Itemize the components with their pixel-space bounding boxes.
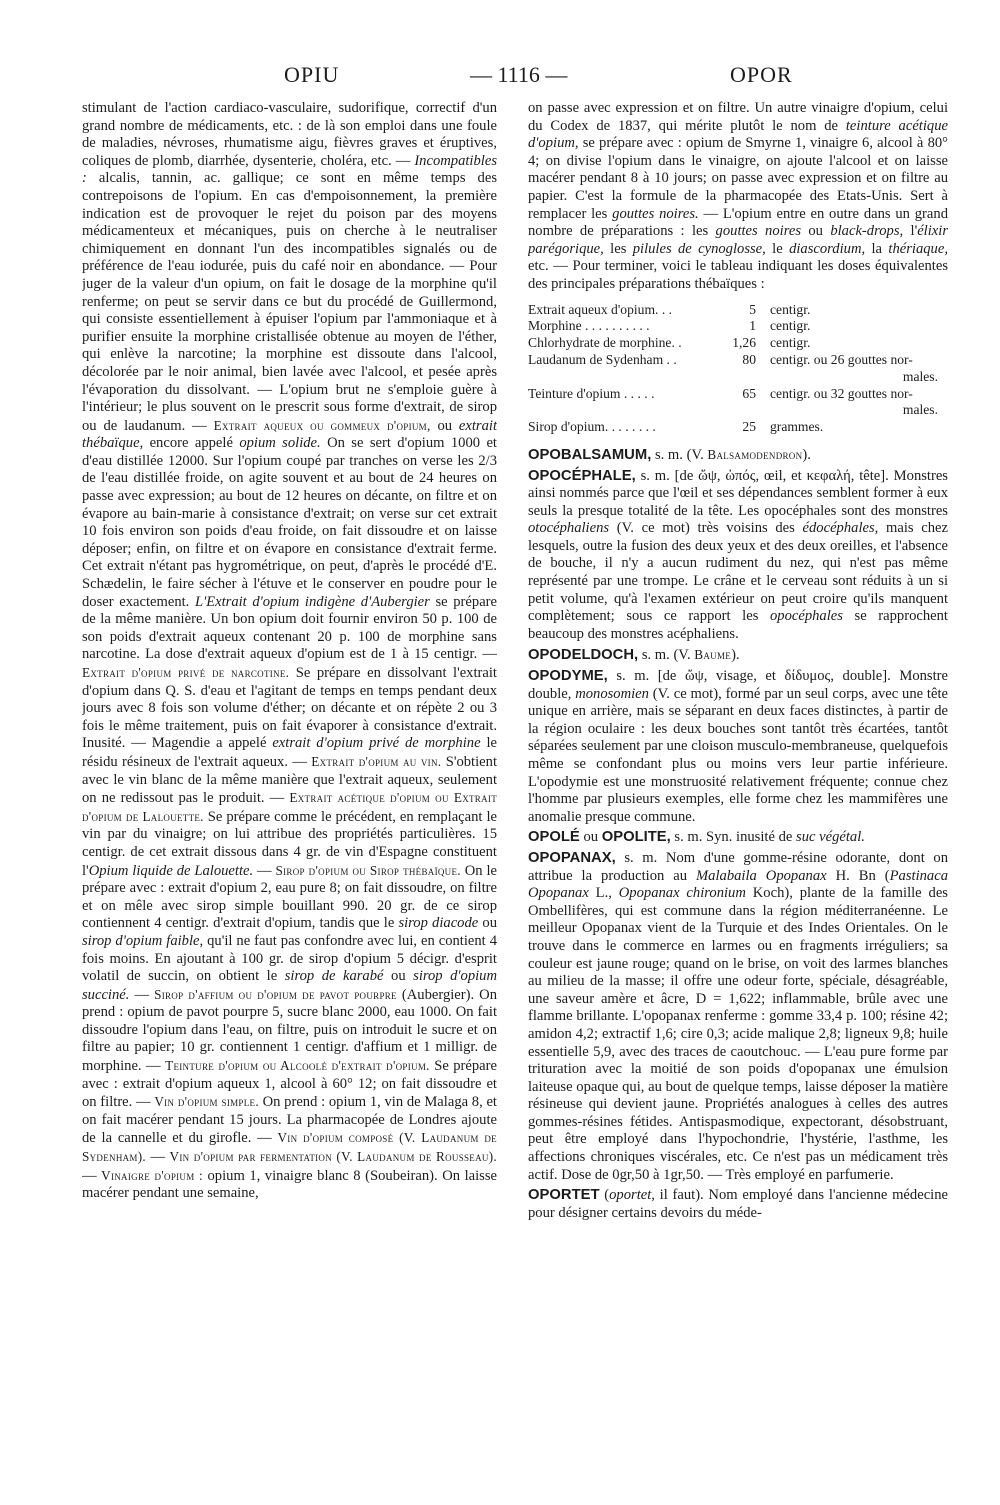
text-run: Koch), plante de la famille des Ombellifères, qui est commune dans la région méditerranéenne. Le meilleur Opopanax vient de la Turquie et des Indes Orientales. On le trouve dans le commerce en larmes ou en fragments irréguliers; sa couleur est jaune rouge; quand on le brise, on voit des larmes blanches au milieu de la masse; il offre une odeur forte, spéciale, désagréable, une saveur amère et âcre, D = 1,622; inflammable, brûle avec une flamme brillante. L'opopanax renferme : gomme 33,4 p. 100; résine 42; amidon 4,2; extractif 1,6; cire 0,3; acide malique 2,8; ligneux 9,8; huile essentielle 5,9, avec des traces de caoutchouc. — L'eau pure forme par trituration avec la moitié de son poids d'opopanax une émulsion laiteuse opaque qui, au bout de quelque temps, laisse déposer la matière résineuse qui devient jaune. Propriétés analogues à celles des autres gommes-résines fétides. Antispasmodique, expectorant, désobstruant, peut être employé dans l'hypochondrie, l'hystérie, l'asthme, les affections chroniques viscérales, etc. Ce n'est pas un médicament très actif. Dose de 0gr,50 à 1gr,50. — Très employé en parfumerie.: [528, 885, 948, 1183]
text-run: le: [765, 240, 790, 257]
text-run: alcalis, tannin, ac. gallique; ce sont en même temps des contrepoisons de l'opium. En cas d'empoisonnement, la première indication est de provoquer le rejet du poison par des moyens médicamenteux et mécaniques, puis on cherche à le neutraliser chimiquement en donnant l'un des incompatibles signalés ou de préférence de l'eau iodurée, puis du café noir en abondance. — Pour juger de la valeur d'un opium, on fait le dosage de la morphine qu'il renferme; on peut se servir dans ce but du procédé de Guillermond, qui consiste essentiellement à épuiser l'opium par l'ammoniaque et à purifier ensuite la morphine cristallisée obtenue au moyen de l'éther, qui enlève la narcotine; la morphine est dissoute dans l'alcool, décolorée par le noir animal, bien lavée avec l'alcool, et pesée après l'évaporation du dissolvant. — L'opium brut ne s'emploie guère à l'intérieur; le plus souvent on le prescrit sous forme d'extrait, de sirop ou de laudanum. —: [82, 170, 497, 434]
italic-term: pilules de cynoglosse,: [632, 240, 766, 257]
italic-term: thériaque,: [888, 240, 948, 257]
text-run: s. m. (V.: [651, 446, 708, 463]
italic-term: opium solide.: [239, 435, 321, 452]
text-run: ou: [478, 915, 497, 932]
unit-continuation: males.: [902, 402, 938, 418]
table-cell-name: Sirop d'opium. . . . . . . .: [528, 419, 656, 435]
text-run: —: [253, 862, 276, 879]
small-caps-term: Vin d'opium simple.: [154, 1094, 259, 1110]
text-run: se prépare avec : opium de Smyrne 1, vinaigre 6, alcool à 80° 4; on divise l'opium dans le vinaigre, on ajoute l'alcool et on laisse macérer pendant 8 à 10 jours; on passe avec expression et on filtre au papier. C'est la formule de la pharmacopée des Etats-Unis. Sert à remplacer les: [528, 135, 948, 222]
opium-continuation-paragraph: [82, 100, 497, 1203]
entry-opocephale: [528, 468, 948, 644]
text-run: On se sert d'opium 1000 et d'eau distillée 12000. Sur l'opium coupé par tranches on verse les 2/3 de l'eau distillée froide, on agite souvent et au bout de 24 heures on passe avec expression; au bout de 12 heures on décante, on filtre et on évapore au bain-marie à consistance d'extrait; on verse sur cet extrait 10 fois environ son poids d'eau froide, on fait dissoudre et on laisse déposer; enfin, on filtre et on évapore en consistance d'extrait ferme. Cet extrait n'étant pas hygrométrique, on peut, d'après le procédé d'E. Schædelin, le faire sécher à l'étuve et le conserver en poudre pour le doser exactement.: [82, 435, 497, 610]
table-cell-name: Teinture d'opium . . . . .: [528, 385, 655, 401]
text-run: ou: [801, 223, 831, 240]
table-cell-unit: centigr.: [770, 335, 811, 351]
italic-term: sirop d'opium succiné.: [82, 968, 497, 1003]
italic-term: sirop d'opium faible,: [82, 932, 204, 949]
italic-term: extrait d'opium privé de morphine: [272, 735, 481, 752]
italic-term: extrait thébaïque,: [82, 417, 497, 452]
text-run: l': [903, 223, 918, 240]
text-run: se rapprochent beaucoup des monstres acéphaliens.: [528, 608, 948, 642]
entry-opodeldoch: [528, 646, 948, 665]
italic-term: gouttes noires: [715, 223, 802, 240]
unit-text: centigr. ou 26 gouttes nor-: [770, 351, 913, 367]
entry-headword: OPOBALSAMUM,: [528, 446, 652, 463]
table-cell-name: Laudanum de Sydenham . .: [528, 351, 677, 367]
text-run: encore appelé: [143, 435, 240, 452]
text-run: Se prépare en dissolvant l'extrait d'opium dans Q. S. d'eau et l'agitant de temps en temps pendant deux jours avec 8 fois son volume d'éther; on décante et on répète 2 ou 3 fois le même traitement, puis on fait évaporer à consistance d'extrait. Inusité. — Magendie a appelé: [82, 665, 497, 752]
text-run: ).: [802, 446, 811, 463]
small-caps-term: Sirop d'affium ou d'opium de pavot pourpre: [154, 986, 397, 1002]
text-run: ).: [731, 647, 740, 664]
table-cell-qty: 1: [749, 318, 756, 334]
table-cell-name: Morphine . . . . . . . . . .: [528, 318, 650, 334]
entry-headword: OPODELDOCH,: [528, 647, 639, 664]
entry-headword: OPOLITE,: [601, 829, 671, 846]
text-run: (V. ce mot) très voisins des: [609, 520, 803, 537]
small-caps-term: Extrait aqueux ou gommeux d'opium,: [213, 417, 431, 433]
italic-term: oportet,: [609, 1187, 655, 1204]
text-run: la: [865, 240, 889, 257]
left-column: [82, 100, 497, 1455]
text-run: s. m. (V.: [638, 647, 695, 664]
entry-headword: OPOCÉPHALE,: [528, 467, 636, 484]
entry-opodyme: [528, 668, 948, 826]
italic-term: édocéphales,: [802, 520, 879, 537]
text-run: on passe avec expression et on filtre. Un autre vinaigre d'opium, celui du Codex de 1837, qui mérite plutôt le nom de: [528, 100, 948, 134]
text-run: (V. ce mot), formé par un seul corps, avec une tête unique en arrière, mais se séparant en deux faces distinctes, à partir de la région oculaire : les deux bouches sont tantôt très écartées, tantôt séparées seulement par une cloison musculo-membraneuse, quelquefois même se confondant plus ou moins vers leur partie inférieure. L'opodymie est une monstruosité relativement fréquente; connue chez l'homme par plusieurs exemples, elle forme chez les mammifères une anomalie presque commune.: [528, 685, 948, 825]
text-run: L.,: [588, 885, 619, 902]
text-run: S'obtient avec le vin blanc de la même manière que l'extrait aqueux, seulement on ne redissout pas le produit. —: [82, 753, 497, 807]
small-caps-term: Extrait d'opium au vin.: [311, 753, 442, 769]
italic-term: monosomien: [575, 685, 649, 702]
small-caps-term: Sirop d'opium ou Sirop thébaïque.: [275, 862, 461, 878]
table-cell-qty: 1,26: [732, 335, 756, 351]
text-run: mais chez lesquels, outre la fusion des deux yeux et des deux oreilles, et l'absence de bouche, il n'y a aucun rudiment du nez, qui n'est pas même représenté par une trompe. Le crâne et le cerveau sont réduits à un si petit volume, qu'à l'examen extérieur on peut croire qu'ils manquent complètement; sous ce rapport les: [528, 520, 948, 625]
text-run: stimulant de l'action cardiaco-vasculaire, sudorifique, correctif d'un grand nombre de médicaments, etc. : de là son emploi dans une foule de maladies, névroses, rhumatisme aigu, fièvres graves et éruptives, coliques de plomb, diarrhée, dysenterie, choléra, etc. —: [82, 100, 497, 169]
entry-headword: OPORTET: [528, 1187, 600, 1204]
italic-term: otocéphaliens: [528, 520, 610, 537]
text-run: opium 1, vinaigre blanc 8 (Soubeiran). On laisse macérer pendant une semaine,: [82, 1167, 497, 1202]
italic-term: Malabaila Opopanax: [696, 867, 827, 884]
text-run: les: [603, 240, 633, 257]
table-cell-qty: 25: [742, 419, 756, 435]
table-row: [528, 419, 948, 436]
table-row: [528, 318, 948, 335]
text-run: s. m. [de ὤψ, visage, et δίδυμος, double]. Monstre double,: [528, 668, 948, 702]
text-run: H. Bn (: [826, 867, 890, 884]
italic-term: L'Extrait d'opium indigène d'Aubergier: [194, 593, 430, 610]
text-run: etc. — Pour terminer, voici le tableau indiquant les doses équivalentes des principales préparations thébaïques :: [528, 258, 948, 292]
text-run: le résidu résineux de l'extrait aqueux. —: [82, 735, 497, 770]
running-head-right: OPOR: [730, 62, 793, 87]
text-run: —: [129, 986, 155, 1003]
table-cell-qty: 80: [742, 351, 756, 367]
italic-term: opocéphales: [769, 608, 843, 625]
italic-term: teinture acétique d'opium,: [528, 117, 948, 152]
table-cell-unit: [770, 352, 948, 386]
italic-term: gouttes noires.: [612, 205, 699, 222]
small-caps-term: Extrait d'opium privé de narcotine.: [82, 665, 290, 680]
entry-headword: OPOLÉ: [528, 829, 580, 846]
table-cell-qty: 65: [742, 385, 756, 401]
entry-headword: OPOPANAX,: [528, 849, 616, 866]
entry-opole: [528, 829, 948, 847]
table-cell-unit: centigr.: [770, 318, 811, 334]
text-run: —: [82, 1167, 102, 1184]
text-run: — L'opium entre en outre dans un grand nombre de préparations : les: [528, 205, 948, 240]
text-run: Se prépare avec : extrait d'opium aqueux 1, alcool à 60° 12; on fait dissoudre et on filtre. —: [82, 1058, 497, 1111]
italic-term: sirop diacode: [398, 915, 479, 932]
table-cell-name: Extrait aqueux d'opium. . .: [528, 301, 673, 317]
text-run: s. m. [de ὤψ, ὠπός, œil, et κεφαλή, tête]. Monstres ainsi nommés parce que l'œil et ses dépendances semblent former à eux seuls la presque totalité de la tête. Les opocéphales sont des monstres: [528, 467, 948, 519]
italic-term: Opopanax chironium: [618, 885, 746, 902]
page-header: [0, 62, 1000, 96]
small-caps-term: Balsamodendron: [707, 446, 803, 462]
text-run: ou: [430, 417, 459, 434]
running-head-left: OPIU: [284, 62, 340, 87]
table-cell-unit: [770, 386, 948, 420]
text-run: On le prépare avec : extrait d'opium 2, eau pure 8; on fait dissoudre, on filtre et on mêle avec sirop simple bouillant 990. 20 gr. de ce sirop contiennent 4 centigr. d'extrait d'opium, tandis que le: [82, 862, 497, 932]
entry-oportet: [528, 1187, 948, 1222]
table-row: [528, 302, 948, 319]
table-cell-qty: 5: [749, 301, 756, 317]
table-row: [528, 352, 948, 386]
italic-term: black-drops,: [830, 223, 904, 240]
italic-term: élixir parégorique,: [528, 223, 948, 257]
table-cell-unit: grammes.: [770, 419, 824, 435]
text-run: s. m. Syn. inusité de: [670, 829, 797, 846]
italic-term: sirop de karabé: [284, 968, 384, 985]
entry-opopanax: [528, 850, 948, 1184]
small-caps-term: Vin d'opium par fermentation (V. Laudanum de Rousseau).: [169, 1149, 497, 1165]
opium-continuation-right: [528, 100, 948, 294]
text-run: s. m. Nom d'une gomme-résine odorante, dont on attribue la production au: [528, 849, 948, 884]
italic-term: suc végétal.: [796, 829, 865, 846]
text-run: ou: [383, 968, 414, 985]
text-run: il faut). Nom employé dans l'ancienne médecine pour désigner certains devoirs du méde-: [528, 1187, 948, 1221]
small-caps-term: Extrait acétique d'opium ou Extrait d'opium de Lalouette.: [82, 790, 497, 824]
table-cell-unit: centigr.: [770, 301, 811, 317]
text-run: qu'il ne faut pas confondre avec lui, en contient 4 fois moins. En ajoutant à 100 gr. de sirop d'opium 5 décigr. d'esprit volatil de succin, on obtient le: [82, 932, 497, 985]
text-run: (: [599, 1187, 610, 1204]
italic-term: Opium liquide de Lalouette.: [88, 862, 254, 879]
small-caps-term: Teinture d'opium ou Alcoolé d'extrait d'opium.: [165, 1058, 430, 1074]
small-caps-term: Vin d'opium composé (V. Laudanum de Sydenham).: [82, 1130, 497, 1165]
dose-equivalence-table: [528, 302, 948, 436]
text-run: —: [146, 1149, 170, 1166]
italic-term: diascordium,: [789, 240, 866, 257]
text-run: On prend : opium 1, vin de Malaga 8, et on fait macérer pendant 15 jours. La pharmacopée de Londres ajoute de la cannelle et du girofle. —: [82, 1094, 497, 1147]
unit-continuation: males.: [902, 368, 938, 384]
entry-headword: OPODYME,: [528, 668, 608, 685]
right-column: [528, 100, 948, 1425]
text-run: ou: [579, 829, 602, 846]
small-caps-term: Baume: [694, 647, 732, 663]
table-cell-name: Chlorhydrate de morphine. .: [528, 335, 682, 351]
table-row: [528, 386, 948, 420]
unit-text: centigr. ou 32 gouttes nor-: [770, 385, 913, 401]
small-caps-term: Vinaigre d'opium :: [101, 1167, 203, 1183]
entry-opobalsamum: [528, 446, 948, 465]
text-run: (Aubergier). On prend : opium de pavot pourpre 5, sucre blanc 2000, eau 1000. On fait dissoudre l'opium dans l'eau, on filtre, puis on introduit le sucre et on filtre au papier; 10 gr. contiennent 1 centigr. d'affium et 1 milligr. de morphine. —: [82, 986, 497, 1075]
text-run: se prépare de la même manière. Un bon opium doit fournir environ 50 p. 100 de son poids d'extrait aqueux contenant 20 p. 100 de morphine sans narcotine. La dose d'extrait aqueux d'opium est de 1 à 15 centigr. —: [82, 593, 497, 663]
italic-term: Pastinaca Opopanax: [528, 867, 948, 902]
table-row: [528, 335, 948, 352]
italic-term: Incompatibles :: [82, 152, 497, 187]
text-run: Se prépare comme le précédent, en remplaçant le vin par du vinaigre; on lui attribue des propriétés particulières. 15 centigr. de cet extrait dissous dans 4 gr. de vin d'Espagne constituent l': [82, 808, 497, 879]
page-number: — 1116 —: [470, 62, 568, 87]
